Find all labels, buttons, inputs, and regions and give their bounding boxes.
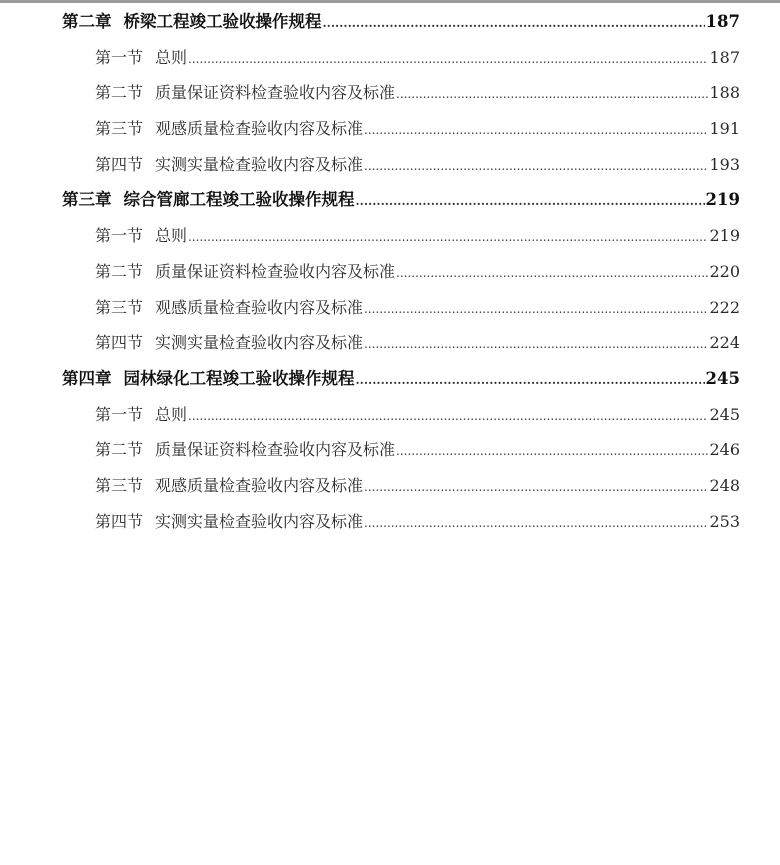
page-number: 220 — [709, 261, 740, 281]
toc-section-entry[interactable] — [62, 432, 740, 468]
section-number: 第二节 — [95, 83, 144, 103]
page-number: 224 — [709, 333, 740, 353]
section-number: 第二节 — [95, 440, 144, 460]
page-number: 245 — [709, 404, 740, 424]
toc-section-entry[interactable] — [62, 290, 740, 326]
section-title: 实测实量检查验收内容及标准 — [155, 333, 364, 353]
toc-section-entry[interactable] — [62, 147, 740, 183]
dot-leader — [396, 434, 708, 470]
section-number: 第三节 — [95, 119, 144, 139]
toc-chapter-entry[interactable] — [62, 4, 740, 40]
page-number: 191 — [709, 119, 740, 139]
toc-section-entry[interactable] — [62, 218, 740, 254]
section-title: 质量保证资料检查验收内容及标准 — [155, 83, 396, 103]
section-number: 第三节 — [95, 475, 144, 495]
dot-leader — [396, 256, 708, 292]
section-number: 第四节 — [95, 333, 144, 353]
toc-chapter-entry[interactable] — [62, 361, 740, 397]
toc-section-entry[interactable] — [62, 75, 740, 111]
dot-leader — [356, 363, 705, 399]
dot-leader — [364, 506, 708, 542]
section-title: 观感质量检查验收内容及标准 — [155, 475, 364, 495]
section-number: 第四节 — [95, 511, 144, 531]
section-title: 总则 — [155, 47, 188, 67]
page-number: 187 — [705, 12, 740, 31]
section-number: 第二节 — [95, 261, 144, 281]
page-number: 253 — [709, 511, 740, 531]
chapter-title: 园林绿化工程竣工验收操作规程 — [123, 368, 355, 388]
page-number: 245 — [705, 368, 740, 388]
dot-leader — [364, 327, 708, 363]
section-number: 第三节 — [95, 297, 144, 317]
page-number: 193 — [709, 154, 740, 174]
toc-section-entry[interactable] — [62, 111, 740, 147]
toc-chapter-entry[interactable] — [62, 182, 740, 218]
dot-leader — [188, 399, 708, 435]
chapter-number: 第三章 — [62, 190, 112, 210]
dot-leader — [356, 184, 705, 220]
section-number: 第一节 — [95, 47, 144, 67]
section-number: 第四节 — [95, 154, 144, 174]
table-of-contents — [62, 4, 740, 539]
page-number: 248 — [709, 475, 740, 495]
section-title: 质量保证资料检查验收内容及标准 — [155, 440, 396, 460]
chapter-title: 桥梁工程竣工验收操作规程 — [123, 12, 322, 31]
section-title: 观感质量检查验收内容及标准 — [155, 297, 364, 317]
section-title: 观感质量检查验收内容及标准 — [155, 119, 364, 139]
toc-section-entry[interactable] — [62, 40, 740, 76]
toc-section-entry[interactable] — [62, 254, 740, 290]
page-number: 222 — [709, 297, 740, 317]
page-number: 246 — [709, 440, 740, 460]
section-title: 实测实量检查验收内容及标准 — [155, 511, 364, 531]
dot-leader — [364, 292, 708, 328]
toc-section-entry[interactable] — [62, 325, 740, 361]
section-title: 实测实量检查验收内容及标准 — [155, 154, 364, 174]
chapter-title: 综合管廊工程竣工验收操作规程 — [123, 190, 355, 210]
page-number: 219 — [705, 190, 740, 210]
section-title: 总则 — [155, 226, 188, 246]
toc-section-entry[interactable] — [62, 397, 740, 433]
dot-leader — [188, 220, 708, 256]
dot-leader — [323, 6, 705, 42]
chapter-number: 第二章 — [62, 12, 112, 31]
section-title: 总则 — [155, 404, 188, 424]
section-title: 质量保证资料检查验收内容及标准 — [155, 261, 396, 281]
section-number: 第一节 — [95, 404, 144, 424]
page-number: 219 — [709, 226, 740, 246]
dot-leader — [188, 42, 708, 78]
toc-section-entry[interactable] — [62, 468, 740, 504]
dot-leader — [364, 470, 708, 506]
toc-section-entry[interactable] — [62, 504, 740, 540]
page-number: 187 — [709, 47, 740, 67]
dot-leader — [396, 77, 708, 113]
chapter-number: 第四章 — [62, 368, 112, 388]
page-number: 188 — [709, 83, 740, 103]
page-top-border — [0, 0, 780, 3]
section-number: 第一节 — [95, 226, 144, 246]
dot-leader — [364, 113, 708, 149]
dot-leader — [364, 149, 708, 185]
